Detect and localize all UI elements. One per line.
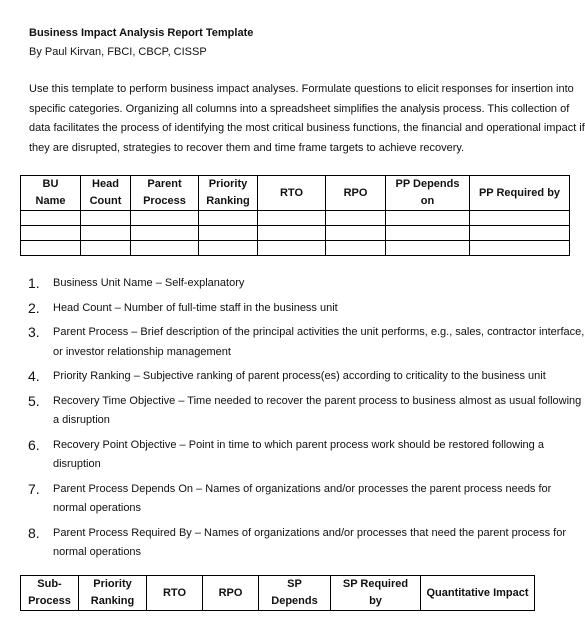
list-item (28, 274, 569, 294)
header-rto: RTO (147, 576, 203, 611)
definition-text: Head Count – Number of full-time staff in the business unit (53, 301, 338, 314)
table-header-row (21, 576, 535, 611)
list-number: 2. (28, 299, 40, 316)
header-priority-ranking: Priority Ranking (199, 176, 258, 211)
header-quantitative-impact: Quantitative Impact (421, 576, 535, 611)
table-cell (81, 241, 131, 256)
table-row (21, 226, 570, 241)
intro-line: they are disrupted, strategies to recover them and time frame targets to achieve recovery. (29, 141, 465, 154)
document-title: Business Impact Analysis Report Template (29, 27, 254, 39)
table-cell (326, 226, 386, 241)
header-rpo: RPO (203, 576, 259, 611)
table-cell (131, 241, 199, 256)
list-item (28, 299, 569, 319)
definition-text: normal operations (53, 502, 142, 514)
header-sp-depends: SP Depends (259, 576, 331, 611)
table-cell (81, 226, 131, 241)
definition-text: Priority Ranking – Subjective ranking of parent process(es) according to criticality to the business unit (53, 370, 546, 382)
list-number: 3. (28, 324, 40, 340)
table-cell (258, 226, 326, 241)
table-cell (386, 211, 470, 226)
table-cell (258, 211, 326, 226)
table-cell (386, 226, 470, 241)
list-number: 6. (28, 436, 40, 453)
header-head-count: Head Count (81, 176, 131, 211)
header-pp-required-by: PP Required by (470, 176, 570, 211)
bu-analysis-table (20, 175, 570, 256)
header-pp-depends-on: PP Depends on (386, 176, 470, 211)
list-item (28, 323, 585, 362)
list-number: 8. (28, 524, 40, 541)
list-item (28, 392, 582, 431)
definition-text: disruption (53, 458, 101, 470)
column-definitions-list (28, 274, 585, 568)
intro-paragraph (29, 80, 585, 158)
definition-text: or investor relationship management (53, 345, 231, 358)
sub-process-table (20, 575, 535, 611)
table-row (21, 241, 570, 256)
header-sp-required-by: SP Required by (331, 576, 421, 611)
table-cell (470, 226, 570, 241)
table-cell (326, 241, 386, 256)
header-rpo: RPO (326, 176, 386, 211)
table-cell (258, 241, 326, 256)
definition-text: Recovery Time Objective – Time needed to recover the parent process to business almost as usual following (53, 394, 582, 407)
table-cell (470, 241, 570, 256)
list-number: 7. (28, 480, 40, 497)
intro-line: Use this template to perform business impact analyses. Formulate questions to elicit responses for insertion into (29, 83, 574, 95)
document-author: By Paul Kirvan, FBCI, CBCP, CISSP (29, 46, 207, 58)
table-cell (326, 211, 386, 226)
header-bu-name: BU Name (21, 176, 81, 211)
definition-text: Business Unit Name – Self-explanatory (53, 277, 245, 289)
table-header-row (21, 176, 570, 211)
list-item (28, 524, 569, 563)
intro-line: data facilitates the process of identifying the most critical business functions, the financial and operational impact if (29, 122, 585, 134)
table-cell (131, 211, 199, 226)
list-number: 4. (28, 368, 40, 384)
header-priority-ranking: Priority Ranking (79, 576, 147, 611)
list-number: 1. (28, 275, 40, 291)
list-number: 5. (28, 392, 40, 409)
table-cell (131, 226, 199, 241)
table-cell (199, 211, 258, 226)
definition-text: Parent Process Depends On – Names of organizations and/or processes the parent process needs for (53, 482, 552, 495)
header-rto: RTO (258, 176, 326, 211)
table-cell (386, 241, 470, 256)
table-cell (470, 211, 570, 226)
list-item (28, 436, 569, 475)
definition-text: Recovery Point Objective – Point in time to which parent process work should be restored following a (53, 438, 544, 451)
table-cell (21, 226, 81, 241)
definition-text: Parent Process Required By – Names of organizations and/or processes that need the parent process for (53, 526, 567, 539)
header-parent-process: Parent Process (131, 176, 199, 211)
table-cell (199, 241, 258, 256)
definition-text: a disruption (53, 414, 110, 426)
table-cell (81, 211, 131, 226)
list-item (28, 367, 569, 387)
table-cell (21, 211, 81, 226)
definition-text: Parent Process – Brief description of the principal activities the unit performs, e.g., sales, contractor interface, (53, 326, 585, 338)
header-sub-process: Sub- Process (21, 576, 79, 611)
intro-line: specific categories. Organizing all columns into a spreadsheet simplifies the analysis process. This collection of (29, 102, 570, 115)
definition-text: normal operations (53, 546, 142, 558)
table-cell (21, 241, 81, 256)
list-item (28, 480, 569, 519)
table-cell (199, 226, 258, 241)
table-row (21, 211, 570, 226)
